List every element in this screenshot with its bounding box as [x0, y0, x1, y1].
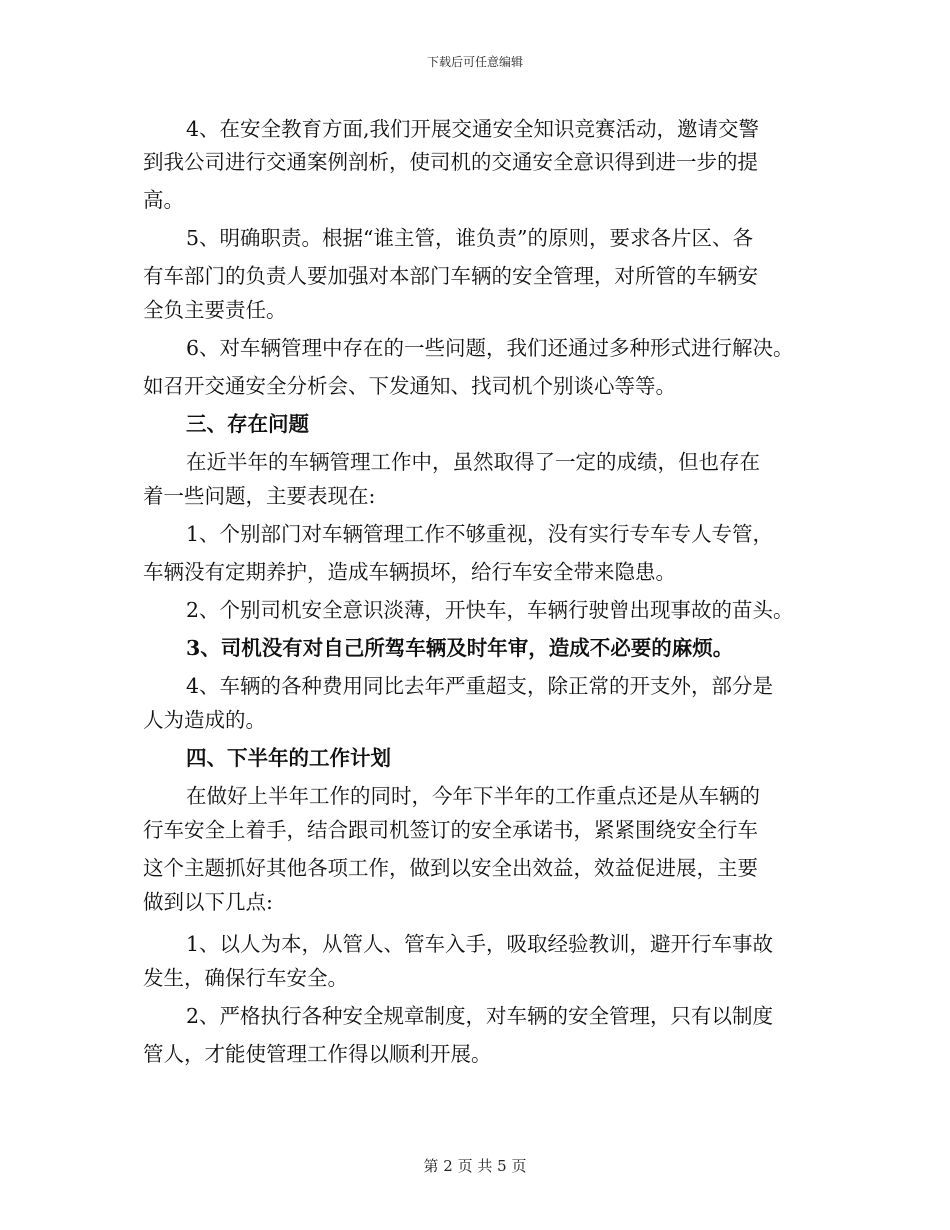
paragraph-line: 到我公司进行交通案例剖析，使司机的交通安全意识得到进一步的提 — [143, 150, 758, 174]
paragraph-line: 1、个别部门对车辆管理工作不够重视，没有实行专车专人专管， — [186, 522, 774, 546]
paragraph-line: 管人，才能使管理工作得以顺利开展。 — [143, 1042, 492, 1066]
paragraph-line: 2、严格执行各种安全规章制度，对车辆的安全管理，只有以制度 — [186, 1004, 774, 1028]
paragraph-line: 高。 — [143, 188, 184, 212]
paragraph-line: 1、以人为本，从管人、管车入手，吸取经验教训，避开行车事故 — [186, 932, 774, 956]
paragraph-line: 行车安全上着手，结合跟司机签订的安全承诺书，紧紧围绕安全行车 — [143, 818, 758, 842]
paragraph-line: 着一些问题，主要表现在: — [143, 484, 376, 508]
paragraph-line: 这个主题抓好其他各项工作，做到以安全出效益，效益促进展，主要 — [143, 856, 758, 880]
paragraph-line: 人为造成的。 — [143, 708, 266, 732]
paragraph-line: 做到以下几点: — [143, 890, 273, 914]
paragraph-line: 4、车辆的各种费用同比去年严重超支，除正常的开支外，部分是 — [186, 674, 774, 698]
section-heading: 四、下半年的工作计划 — [186, 746, 391, 770]
paragraph-line: 4、在安全教育方面,我们开展交通安全知识竞赛活动，邀请交警 — [186, 117, 760, 141]
section-heading: 三、存在问题 — [186, 412, 309, 436]
page-header: 下载后可任意编辑 — [426, 55, 523, 69]
paragraph-line: 车辆没有定期养护，造成车辆损坏，给行车安全带来隐患。 — [143, 560, 676, 584]
paragraph-line: 全负主要责任。 — [143, 298, 287, 322]
paragraph-line: 5、明确职责。根据“谁主管，谁负责”的原则，要求各片区、各 — [186, 226, 754, 250]
paragraph-line: 有车部门的负责人要加强对本部门车辆的安全管理，对所管的车辆安 — [143, 264, 758, 288]
paragraph-line: 在做好上半年工作的同时，今年下半年的工作重点还是从车辆的 — [186, 784, 760, 808]
paragraph-line: 6、对车辆管理中存在的一些问题，我们还通过多种形式进行解决。 — [186, 336, 794, 360]
paragraph-line: 2、个别司机安全意识淡薄，开快车，车辆行驶曾出现事故的苗头。 — [186, 598, 794, 622]
paragraph-line: 发生，确保行车安全。 — [143, 966, 348, 990]
paragraph-line: 在近半年的车辆管理工作中，虽然取得了一定的成绩，但也存在 — [186, 450, 760, 474]
paragraph-line: 3、司机没有对自己所驾车辆及时年审，造成不必要的麻烦。 — [186, 636, 734, 660]
page-number: 第 2 页 共 5 页 — [423, 1157, 527, 1175]
paragraph-line: 如召开交通安全分析会、下发通知、找司机个别谈心等等。 — [143, 374, 676, 398]
